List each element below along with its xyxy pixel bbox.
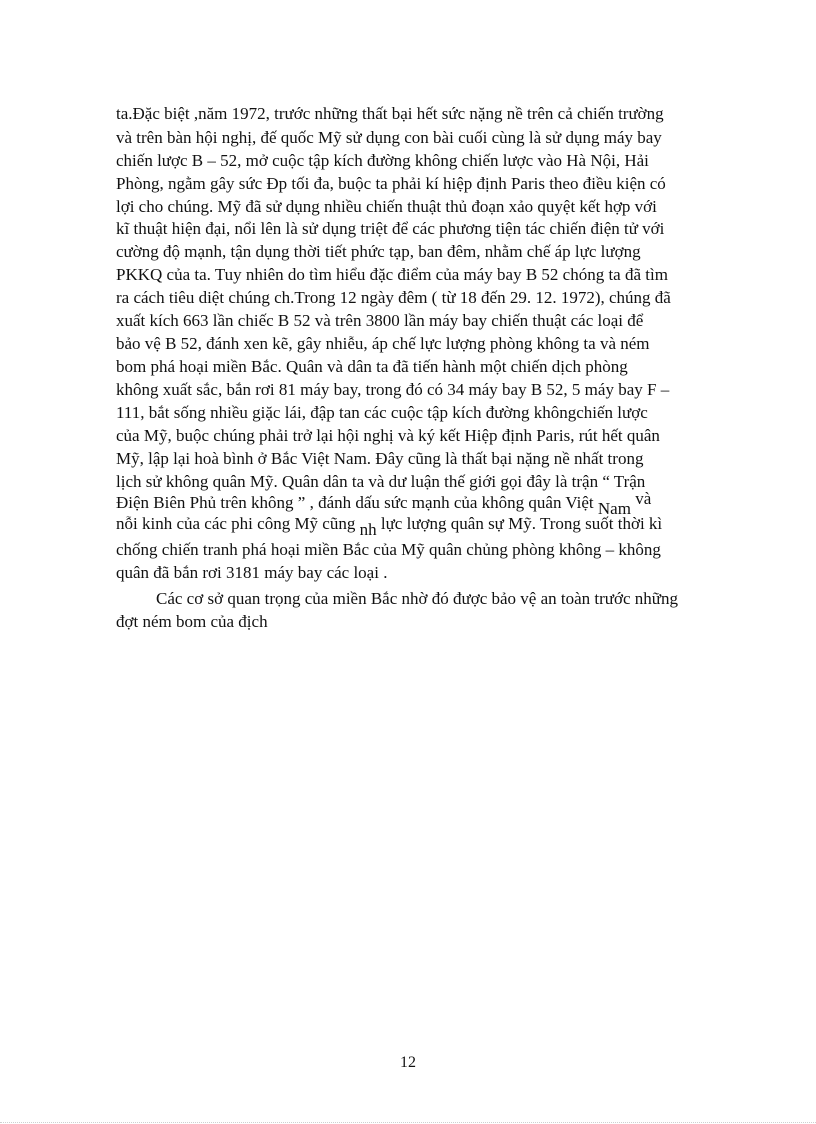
line-text: nỗi kinh của các phi công Mỹ cũng	[116, 514, 360, 533]
page-number: 12	[400, 1054, 416, 1071]
line-text: lực lượng quân sự Mỹ. Trong suốt thời kì	[376, 514, 663, 533]
body-line: của Mỹ, buộc chúng phải trở lại hội nghị và ký kết Hiệp định Paris, rút hết quân	[116, 426, 660, 445]
subscript-fragment: Nam	[597, 499, 631, 518]
body-line: quân đã bắn rơi 3181 máy bay các loại .	[116, 563, 388, 582]
body-line: bom phá hoại miền Bắc. Quân và dân ta đã tiến hành một chiến dịch phòng	[116, 357, 628, 376]
body-line: đợt ném bom của địch	[116, 612, 268, 631]
body-line	[116, 489, 736, 518]
body-line: PKKQ của ta. Tuy nhiên do tìm hiểu đặc điểm của máy bay B 52 chóng ta đã tìm	[116, 265, 668, 284]
body-line: lợi cho chúng. Mỹ đã sử dụng nhiều chiến thuật thủ đoạn xảo quyệt kết hợp với	[116, 197, 657, 216]
body-line: ra cách tiêu diệt chúng ch.Trong 12 ngày đêm ( từ 18 đến 29. 12. 1972), chúng đã	[116, 288, 671, 307]
body-line: ta.Đặc biệt ,năm 1972, trước những thất bại hết sức nặng nề trên cả chiến trường	[116, 104, 664, 123]
body-line: không xuất sắc, bắn rơi 81 máy bay, trong đó có 34 máy bay B 52, 5 máy bay F –	[116, 380, 670, 399]
paragraph-first-line: Các cơ sở quan trọng của miền Bắc nhờ đó được bảo vệ an toàn trước những	[156, 589, 679, 608]
subscript-fragment: nh	[359, 520, 377, 539]
body-line: chiến lược B – 52, mở cuộc tập kích đường không chiến lược vào Hà Nội, Hải	[116, 151, 649, 170]
body-line: 111, bắt sống nhiều giặc lái, đập tan các cuộc tập kích đường khôngchiến lược	[116, 403, 648, 422]
body-line: xuất kích 663 lần chiếc B 52 và trên 3800 lần máy bay chiến thuật các loại để	[116, 311, 644, 330]
body-line: cường độ mạnh, tận dụng thời tiết phức tạp, ban đêm, nhằm chế áp lực lượng	[116, 242, 641, 261]
body-line	[116, 514, 736, 539]
body-line: và trên bàn hội nghị, đế quốc Mỹ sử dụng con bài cuối cùng là sử dụng máy bay	[116, 128, 662, 147]
body-line: chống chiến tranh phá hoại miền Bắc của Mỹ quân chủng phòng không – không	[116, 540, 661, 559]
line-text: và	[630, 489, 652, 508]
body-line: kĩ thuật hiện đại, nổi lên là sử dụng triệt để các phương tiện tác chiến điện tử với	[116, 219, 665, 238]
body-line: Mỹ, lập lại hoà bình ở Bắc Việt Nam. Đây cũng là thất bại nặng nề nhất trong	[116, 449, 644, 468]
line-text: Điện Biên Phủ trên không ” , đánh dấu sức mạnh của không quân Việt	[116, 493, 598, 512]
body-line: Phòng, ngằm gây sức Đp tối đa, buộc ta phải kí hiệp định Paris theo điều kiện có	[116, 174, 666, 193]
body-line: lịch sử không quân Mỹ. Quân dân ta và dư luận thế giới gọi đây là trận “ Trận	[116, 472, 646, 491]
body-line: bảo vệ B 52, đánh xen kẽ, gây nhiễu, áp chế lực lượng phòng không ta và ném	[116, 334, 650, 353]
